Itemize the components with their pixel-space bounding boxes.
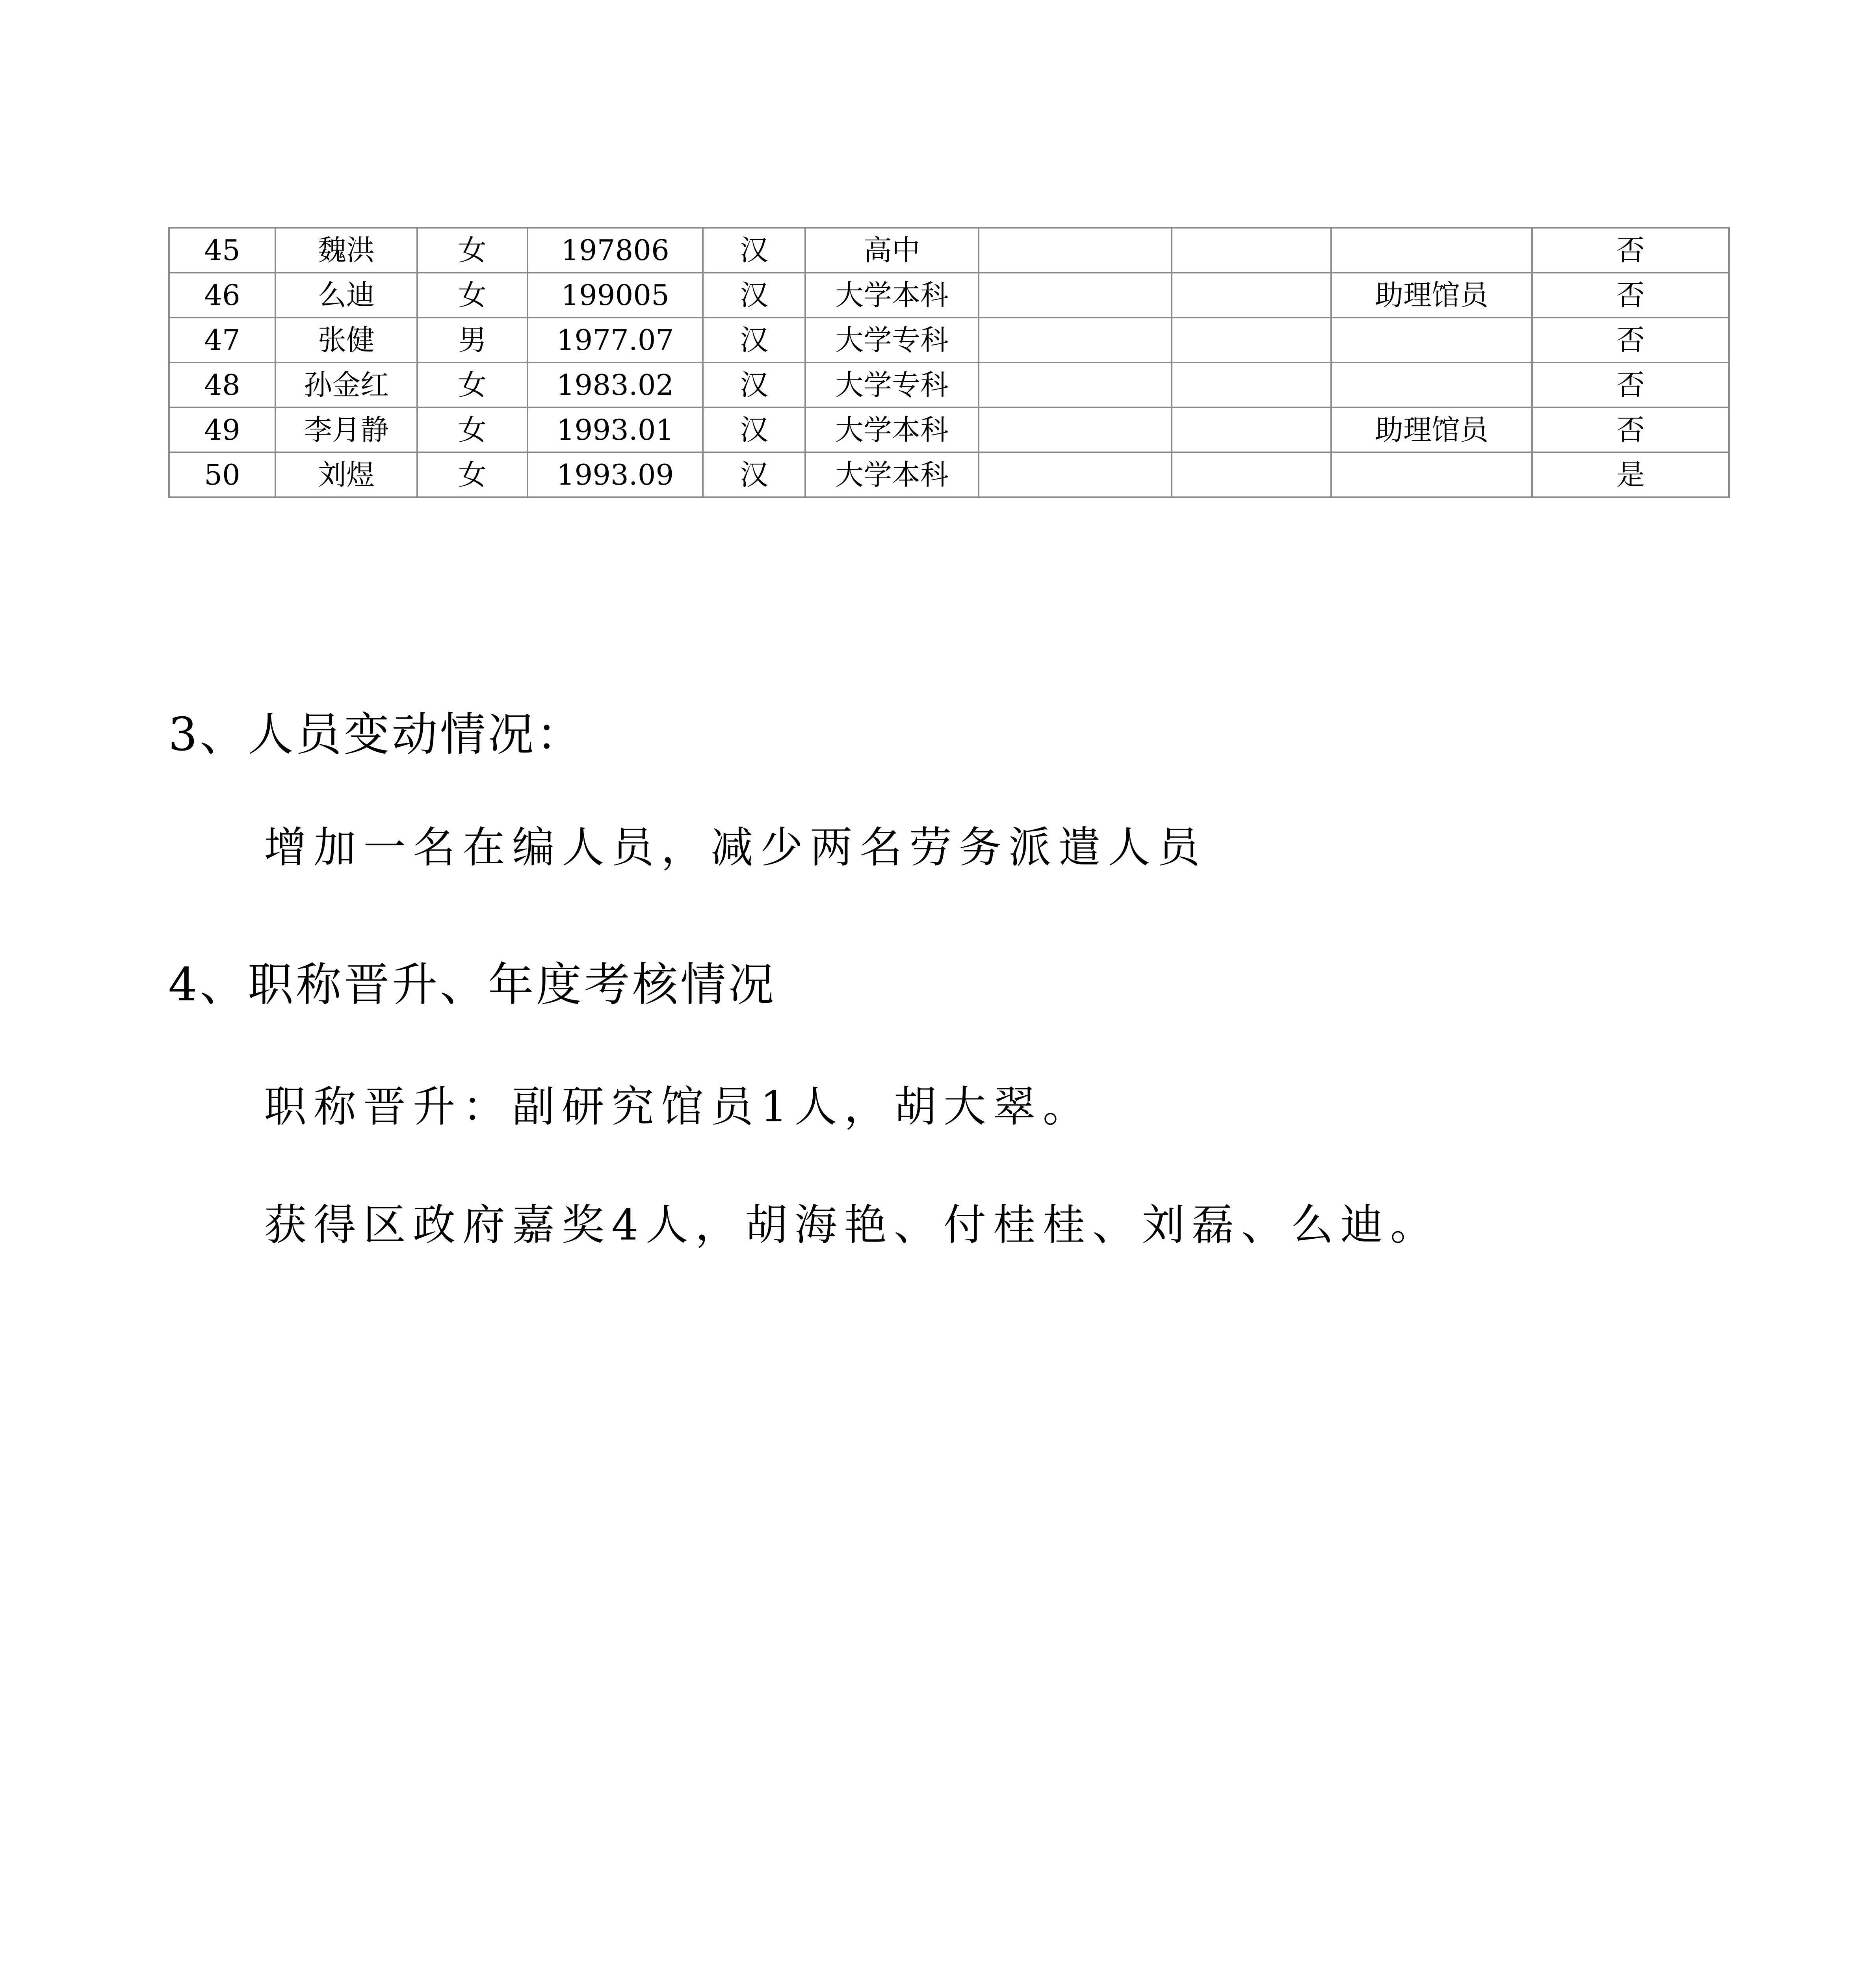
cell-title xyxy=(1331,228,1532,273)
table-row xyxy=(169,362,1729,407)
cell-c8 xyxy=(1172,228,1331,273)
cell-flag: 是 xyxy=(1532,452,1729,497)
cell-c8 xyxy=(1172,407,1331,452)
cell-gender: 女 xyxy=(417,407,528,452)
table-row xyxy=(169,273,1729,318)
cell-name: 魏洪 xyxy=(275,228,417,273)
cell-education: 大学本科 xyxy=(805,452,979,497)
cell-c8 xyxy=(1172,318,1331,362)
cell-no: 49 xyxy=(169,407,275,452)
cell-flag: 否 xyxy=(1532,318,1729,362)
cell-name: 李月静 xyxy=(275,407,417,452)
cell-flag: 否 xyxy=(1532,407,1729,452)
commendation-line: 获得区政府嘉奖4人，胡海艳、付桂桂、刘磊、么迪。 xyxy=(264,1201,1440,1250)
table-row xyxy=(169,407,1729,452)
cell-title xyxy=(1331,362,1532,407)
cell-education: 高中 xyxy=(805,228,979,273)
cell-flag: 否 xyxy=(1532,228,1729,273)
cell-education: 大学本科 xyxy=(805,407,979,452)
cell-birth: 1993.09 xyxy=(528,452,703,497)
cell-no: 48 xyxy=(169,362,275,407)
cell-no: 45 xyxy=(169,228,275,273)
cell-c7 xyxy=(979,273,1172,318)
cell-name: 么迪 xyxy=(275,273,417,318)
cell-gender: 女 xyxy=(417,362,528,407)
staff-table xyxy=(168,227,1730,498)
cell-ethnicity: 汉 xyxy=(703,273,805,318)
cell-education: 大学本科 xyxy=(805,273,979,318)
cell-name: 张健 xyxy=(275,318,417,362)
cell-gender: 女 xyxy=(417,273,528,318)
cell-flag: 否 xyxy=(1532,273,1729,318)
cell-birth: 197806 xyxy=(528,228,703,273)
section4-heading: 4、职称晋升、年度考核情况 xyxy=(168,958,776,1011)
cell-c7 xyxy=(979,407,1172,452)
table-row xyxy=(169,228,1729,273)
cell-gender: 女 xyxy=(417,228,528,273)
cell-gender: 女 xyxy=(417,452,528,497)
cell-c8 xyxy=(1172,452,1331,497)
cell-no: 50 xyxy=(169,452,275,497)
cell-ethnicity: 汉 xyxy=(703,362,805,407)
cell-ethnicity: 汉 xyxy=(703,228,805,273)
cell-ethnicity: 汉 xyxy=(703,318,805,362)
cell-birth: 199005 xyxy=(528,273,703,318)
cell-birth: 1977.07 xyxy=(528,318,703,362)
section3-body: 增加一名在编人员，减少两名劳务派遣人员 xyxy=(264,823,1207,872)
cell-education: 大学专科 xyxy=(805,362,979,407)
cell-ethnicity: 汉 xyxy=(703,452,805,497)
cell-name: 孙金红 xyxy=(275,362,417,407)
promotion-line: 职称晋升：副研究馆员1人，胡大翠。 xyxy=(264,1082,1092,1132)
cell-title: 助理馆员 xyxy=(1331,273,1532,318)
cell-no: 47 xyxy=(169,318,275,362)
cell-gender: 男 xyxy=(417,318,528,362)
table-body xyxy=(169,228,1729,497)
cell-title: 助理馆员 xyxy=(1331,407,1532,452)
cell-c8 xyxy=(1172,362,1331,407)
cell-c7 xyxy=(979,452,1172,497)
cell-flag: 否 xyxy=(1532,362,1729,407)
cell-birth: 1983.02 xyxy=(528,362,703,407)
cell-no: 46 xyxy=(169,273,275,318)
cell-title xyxy=(1331,452,1532,497)
cell-birth: 1993.01 xyxy=(528,407,703,452)
section3-heading: 3、人员变动情况： xyxy=(168,708,584,761)
cell-education: 大学专科 xyxy=(805,318,979,362)
cell-ethnicity: 汉 xyxy=(703,407,805,452)
cell-c7 xyxy=(979,362,1172,407)
cell-c7 xyxy=(979,318,1172,362)
table-row xyxy=(169,318,1729,362)
cell-name: 刘煜 xyxy=(275,452,417,497)
cell-title xyxy=(1331,318,1532,362)
cell-c8 xyxy=(1172,273,1331,318)
table-row xyxy=(169,452,1729,497)
cell-c7 xyxy=(979,228,1172,273)
